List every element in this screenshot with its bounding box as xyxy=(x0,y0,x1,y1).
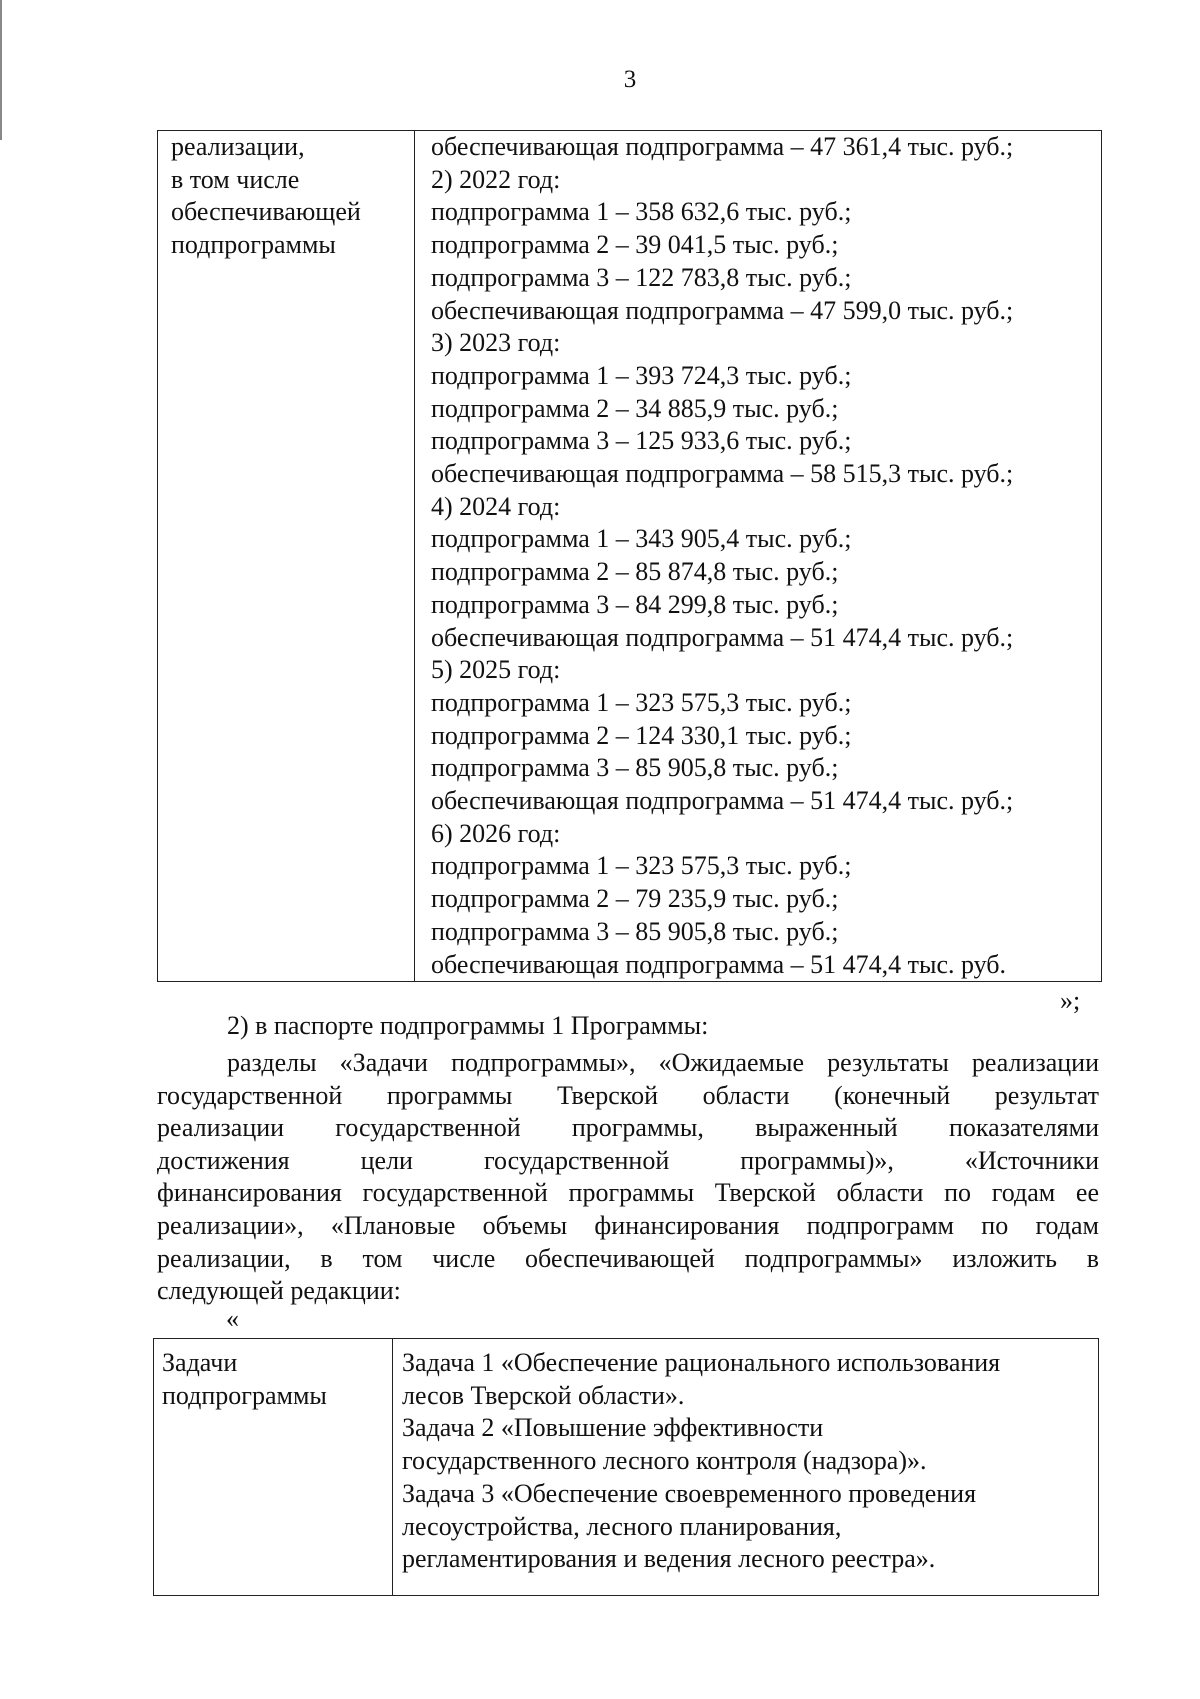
year-heading: 3) 2023 год: xyxy=(431,328,561,358)
funding-line: подпрограмма 2 – 39 041,5 тыс. руб.; xyxy=(431,230,839,260)
task-line: Задача 1 «Обеспечение рационального использования xyxy=(402,1348,1001,1377)
funding-line: подпрограмма 3 – 84 299,8 тыс. руб.; xyxy=(431,589,839,619)
funding-line: подпрограмма 2 – 79 235,9 тыс. руб.; xyxy=(431,884,839,914)
label-line: обеспечивающей xyxy=(171,197,361,227)
funding-line: обеспечивающая подпрограмма – 51 474,4 тыс. руб.; xyxy=(431,786,1014,816)
funding-line: подпрограмма 2 – 34 885,9 тыс. руб.; xyxy=(431,393,839,423)
paragraph-line: реализации государственной программы, выраженный показателями xyxy=(157,1113,1099,1143)
label-line: в том числе xyxy=(171,164,300,194)
year-heading: 2) 2022 год: xyxy=(431,164,561,194)
funding-line: подпрограмма 1 – 393 724,3 тыс. руб.; xyxy=(431,360,852,390)
funding-line: подпрограмма 3 – 125 933,6 тыс. руб.; xyxy=(431,426,852,456)
funding-line: подпрограмма 1 – 343 905,4 тыс. руб.; xyxy=(431,524,852,554)
table-cell-content xyxy=(393,1339,1099,1596)
funding-line: подпрограмма 3 – 122 783,8 тыс. руб.; xyxy=(431,262,852,292)
funding-line: подпрограмма 3 – 85 905,8 тыс. руб.; xyxy=(431,753,839,783)
funding-line: подпрограмма 1 – 358 632,6 тыс. руб.; xyxy=(431,197,852,227)
table-row xyxy=(154,1339,1099,1596)
table-cell-label xyxy=(154,1339,393,1596)
paragraph-line: разделы «Задачи подпрограммы», «Ожидаемые результаты реализации xyxy=(227,1048,1099,1077)
paragraph-line: реализации», «Плановые объемы финансирования подпрограмм по годам xyxy=(157,1210,1099,1240)
funding-line: обеспечивающая подпрограмма – 58 515,3 тыс. руб.; xyxy=(431,459,1014,489)
passport-table-tasks xyxy=(153,1338,1099,1596)
year-heading: 6) 2026 год: xyxy=(431,818,561,848)
funding-line: обеспечивающая подпрограмма – 51 474,4 тыс. руб. xyxy=(431,949,1007,979)
table-cell-content xyxy=(415,131,1102,982)
funding-line: подпрограмма 2 – 85 874,8 тыс. руб.; xyxy=(431,557,839,587)
paragraph-line: следующей редакции: xyxy=(157,1276,401,1306)
funding-line: обеспечивающая подпрограмма – 47 599,0 тыс. руб.; xyxy=(431,295,1014,325)
paragraph-line: достижения цели государственной программы)», «Источники xyxy=(157,1145,1099,1175)
year-heading: 5) 2025 год: xyxy=(431,655,561,685)
task-line: Задача 2 «Повышение эффективности xyxy=(402,1413,824,1443)
sections-paragraph xyxy=(157,1047,1099,1308)
paragraph-line: государственной программы Тверской области (конечный результат xyxy=(157,1080,1099,1110)
table-row xyxy=(158,131,1102,982)
task-line: регламентирования и ведения лесного реестра». xyxy=(402,1544,936,1574)
funding-line: подпрограмма 1 – 323 575,3 тыс. руб.; xyxy=(431,687,852,717)
funding-line: подпрограмма 1 – 323 575,3 тыс. руб.; xyxy=(431,851,852,881)
closing-quote: »; xyxy=(1060,986,1081,1015)
task-line: Задача 3 «Обеспечение своевременного проведения xyxy=(402,1478,977,1508)
task-line: государственного лесного контроля (надзора)». xyxy=(402,1446,927,1476)
page-number: 3 xyxy=(623,66,637,93)
label-line: Задачи xyxy=(162,1348,238,1377)
funding-line: подпрограмма 2 – 124 330,1 тыс. руб.; xyxy=(431,720,852,750)
label-line: подпрограммы xyxy=(162,1380,327,1410)
funding-line: обеспечивающая подпрограмма – 47 361,4 тыс. руб.; xyxy=(431,132,1014,161)
opening-quote: « xyxy=(226,1304,239,1333)
label-line: реализации, xyxy=(171,132,305,161)
task-line: лесоустройства, лесного планирования, xyxy=(402,1511,842,1541)
table-cell-label xyxy=(158,131,415,982)
paragraph-line: финансирования государственной программы Тверской области по годам ее xyxy=(157,1178,1099,1208)
funding-line: подпрограмма 3 – 85 905,8 тыс. руб.; xyxy=(431,916,839,946)
task-line: лесов Тверской области». xyxy=(402,1380,685,1410)
item-2-paragraph: 2) в паспорте подпрограммы 1 Программы: xyxy=(227,1011,709,1040)
paragraph-line: реализации, в том числе обеспечивающей подпрограммы» изложить в xyxy=(157,1243,1099,1273)
passport-table-funding xyxy=(157,130,1102,982)
label-line: подпрограммы xyxy=(171,230,336,260)
funding-line: обеспечивающая подпрограмма – 51 474,4 тыс. руб.; xyxy=(431,622,1014,652)
year-heading: 4) 2024 год: xyxy=(431,491,561,521)
